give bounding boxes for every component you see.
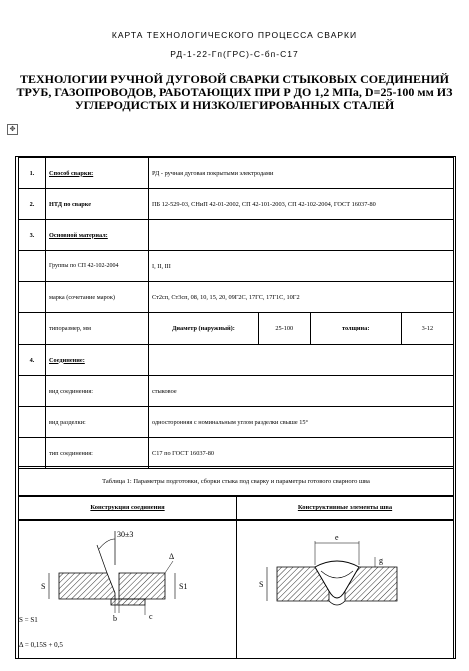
bevel-angle-label: 30±3 — [117, 530, 134, 539]
row-label: НТД по сварке — [46, 189, 149, 220]
thickness-value: 3-12 — [421, 325, 434, 332]
row-label: типоразмер, мм — [46, 313, 149, 345]
row-value: ПБ 12-529-03, СНиП 42-01-2002, СП 42-101-2003, СП 42-102-2004, ГОСТ 16037-80 — [149, 189, 454, 220]
card-title: КАРТА ТЕХНОЛОГИЧЕСКОГО ПРОЦЕССА СВАРКИ — [111, 30, 358, 40]
thickness-label: толщина: — [310, 313, 401, 344]
move-handle-icon[interactable]: ✥ — [7, 124, 18, 135]
row-value — [149, 313, 454, 345]
row-value: стыковое — [149, 376, 454, 407]
row-value: Ст2сп, Ст3сп, 08, 10, 15, 20, 09Г2С, 17ГС, 17Г1С, 10Г2 — [149, 282, 454, 313]
row-label: вид разделки: — [46, 407, 149, 438]
row-label: Основной материал: — [46, 220, 149, 251]
joint-design-drawing — [18, 520, 237, 659]
row-label: Соединение: — [46, 345, 149, 376]
row-value: односторонняя с номинальным углом разделки свыше 15° — [149, 407, 454, 438]
row-number: 4. — [19, 345, 46, 376]
table-row — [19, 282, 454, 313]
row-label: марка (сочетание марок) — [46, 282, 149, 313]
table-row — [19, 345, 454, 376]
table-row — [19, 438, 454, 469]
document-title: ТЕХНОЛОГИИ РУЧНОЙ ДУГОВОЙ СВАРКИ СТЫКОВЫХ СОЕДИНЕНИЙ ТРУБ, ГАЗОПРОВОДОВ, РАБОТАЮЩИХ ПРИ Р ДО 1,2 МПа, D=25-100 мм ИЗ УГЛЕРОДИСТЫХ И НИЗКОЛЕГИРОВАННЫХ СТАЛЕЙ — [16, 72, 453, 112]
weld-sketch — [237, 521, 453, 658]
dim-delta-label: Δ — [169, 552, 175, 561]
row-label: тип соединения: — [46, 438, 149, 469]
table-row — [19, 220, 454, 251]
joint-sketch — [19, 521, 236, 658]
row-label: Группы по СП 42-102-2004 — [46, 251, 149, 282]
dim-b-label: b — [113, 614, 117, 623]
dim-c-label: c — [149, 612, 153, 621]
table-row — [19, 158, 454, 189]
table-row — [19, 189, 454, 220]
row-value — [149, 220, 454, 251]
row-label: вид соединения: — [46, 376, 149, 407]
table-caption: Таблица 1: Параметры подготовки, сборки стыка под сварку и параметры готового сварного шва — [18, 466, 454, 496]
row-value: I, II, III — [149, 251, 454, 282]
process-table — [18, 157, 454, 469]
formula-s: S = S1 — [19, 616, 38, 624]
dim-s-label: S — [41, 582, 46, 591]
right-panel-title: Конструктивные элементы шва — [236, 496, 454, 520]
row-number: 1. — [19, 158, 46, 189]
dim-s1-label: S1 — [179, 582, 188, 591]
row-number: 2. — [19, 189, 46, 220]
formula-delta: Δ = 0,15S + 0,5 — [19, 641, 63, 649]
weld-elements-drawing — [236, 520, 454, 659]
table-row — [19, 407, 454, 438]
dim-s-label-right: S — [259, 580, 264, 589]
table-row — [19, 313, 454, 345]
row-value: РД - ручная дуговая покрытыми электродами — [149, 158, 454, 189]
diameter-label: Диаметр (наружный): — [149, 313, 258, 344]
diameter-value: 25-100 — [258, 313, 310, 344]
row-value: С17 по ГОСТ 16037-80 — [149, 438, 454, 469]
table-row — [19, 376, 454, 407]
dim-g-label: g — [379, 556, 383, 565]
card-code: РД-1-22-Гп(ГРС)-С-бп-С17 — [170, 49, 299, 59]
row-number: 3. — [19, 220, 46, 251]
dim-e-label: e — [335, 533, 339, 542]
row-label: Способ сварки: — [46, 158, 149, 189]
table-row — [19, 251, 454, 282]
left-panel-title: Конструкция соединения — [18, 496, 237, 520]
